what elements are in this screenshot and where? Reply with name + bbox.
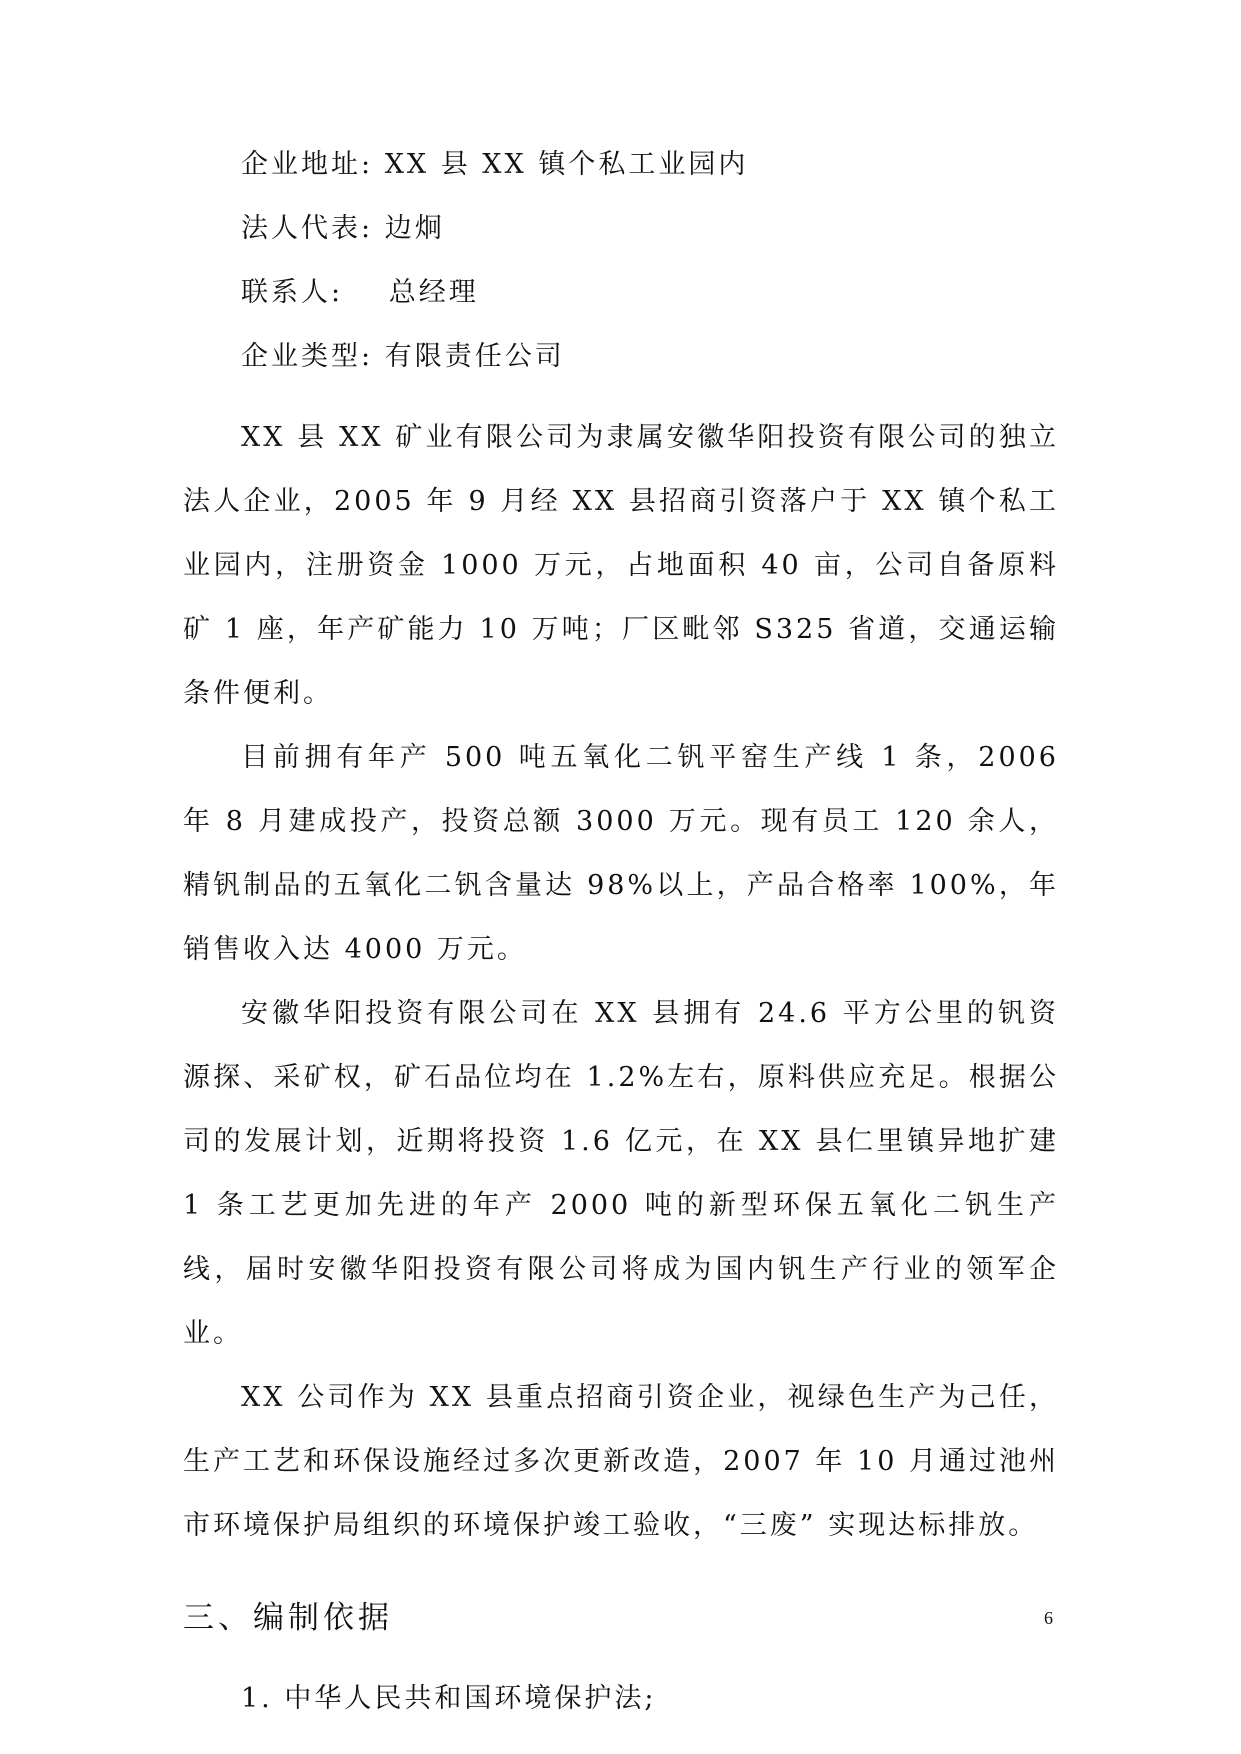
- environmental-compliance-paragraph: XX 公司作为 XX 县重点招商引资企业，视绿色生产为己任，生产工艺和环保设施经过多次更新改造，2007 年 10 月通过池州市环境保护局组织的环境保护竣工验收，“三废” 实现达标排放。: [183, 1382, 1059, 1541]
- section-heading: 三、编制依据: [183, 1600, 393, 1636]
- company-address-value: XX 县 XX 镇个私工业园内: [384, 149, 749, 180]
- contact-person-line: [183, 278, 1059, 308]
- basis-list-item: 1. 中华人民共和国环境保护法;: [241, 1683, 657, 1714]
- page-number: 6: [1044, 1608, 1053, 1628]
- company-type-label: 企业类型:: [241, 341, 374, 372]
- legal-representative-value: 边炯: [384, 213, 445, 244]
- legal-representative-label: 法人代表:: [241, 213, 374, 244]
- company-type-value: 有限责任公司: [384, 341, 565, 372]
- page-content: [183, 150, 1059, 1714]
- resources-plan-paragraph: 安徽华阳投资有限公司在 XX 县拥有 24.6 平方公里的钒资源探、采矿权，矿石品位均在 1.2%左右，原料供应充足。根据公司的发展计划，近期将投资 1.6 亿元，在 XX 县仁里镇异地扩建 1 条工艺更加先进的年产 2000 吨的新型环保五氧化二钒生产线，届时安徽华阳投资有限公司将成为国内钒生产行业的领军企业。: [183, 998, 1059, 1349]
- contact-person-value: 总经理: [388, 277, 479, 308]
- contact-person-label: 联系人:: [241, 277, 344, 308]
- company-overview-paragraph: XX 县 XX 矿业有限公司为隶属安徽华阳投资有限公司的独立法人企业，2005 年 9 月经 XX 县招商引资落户于 XX 镇个私工业园内，注册资金 1000 万元，占地面积 40 亩，公司自备原料矿 1 座，年产矿能力 10 万吨；厂区毗邻 S325 省道，交通运输条件便利。: [183, 422, 1059, 709]
- legal-representative-line: [183, 214, 1059, 244]
- company-address-label: 企业地址:: [241, 149, 374, 180]
- company-type-line: [183, 342, 1059, 372]
- production-line-paragraph: 目前拥有年产 500 吨五氧化二钒平窑生产线 1 条，2006 年 8 月建成投产，投资总额 3000 万元。现有员工 120 余人，精钒制品的五氧化二钒含量达 98%以上，产品合格率 100%，年销售收入达 4000 万元。: [183, 742, 1059, 965]
- company-address-line: [183, 150, 1059, 180]
